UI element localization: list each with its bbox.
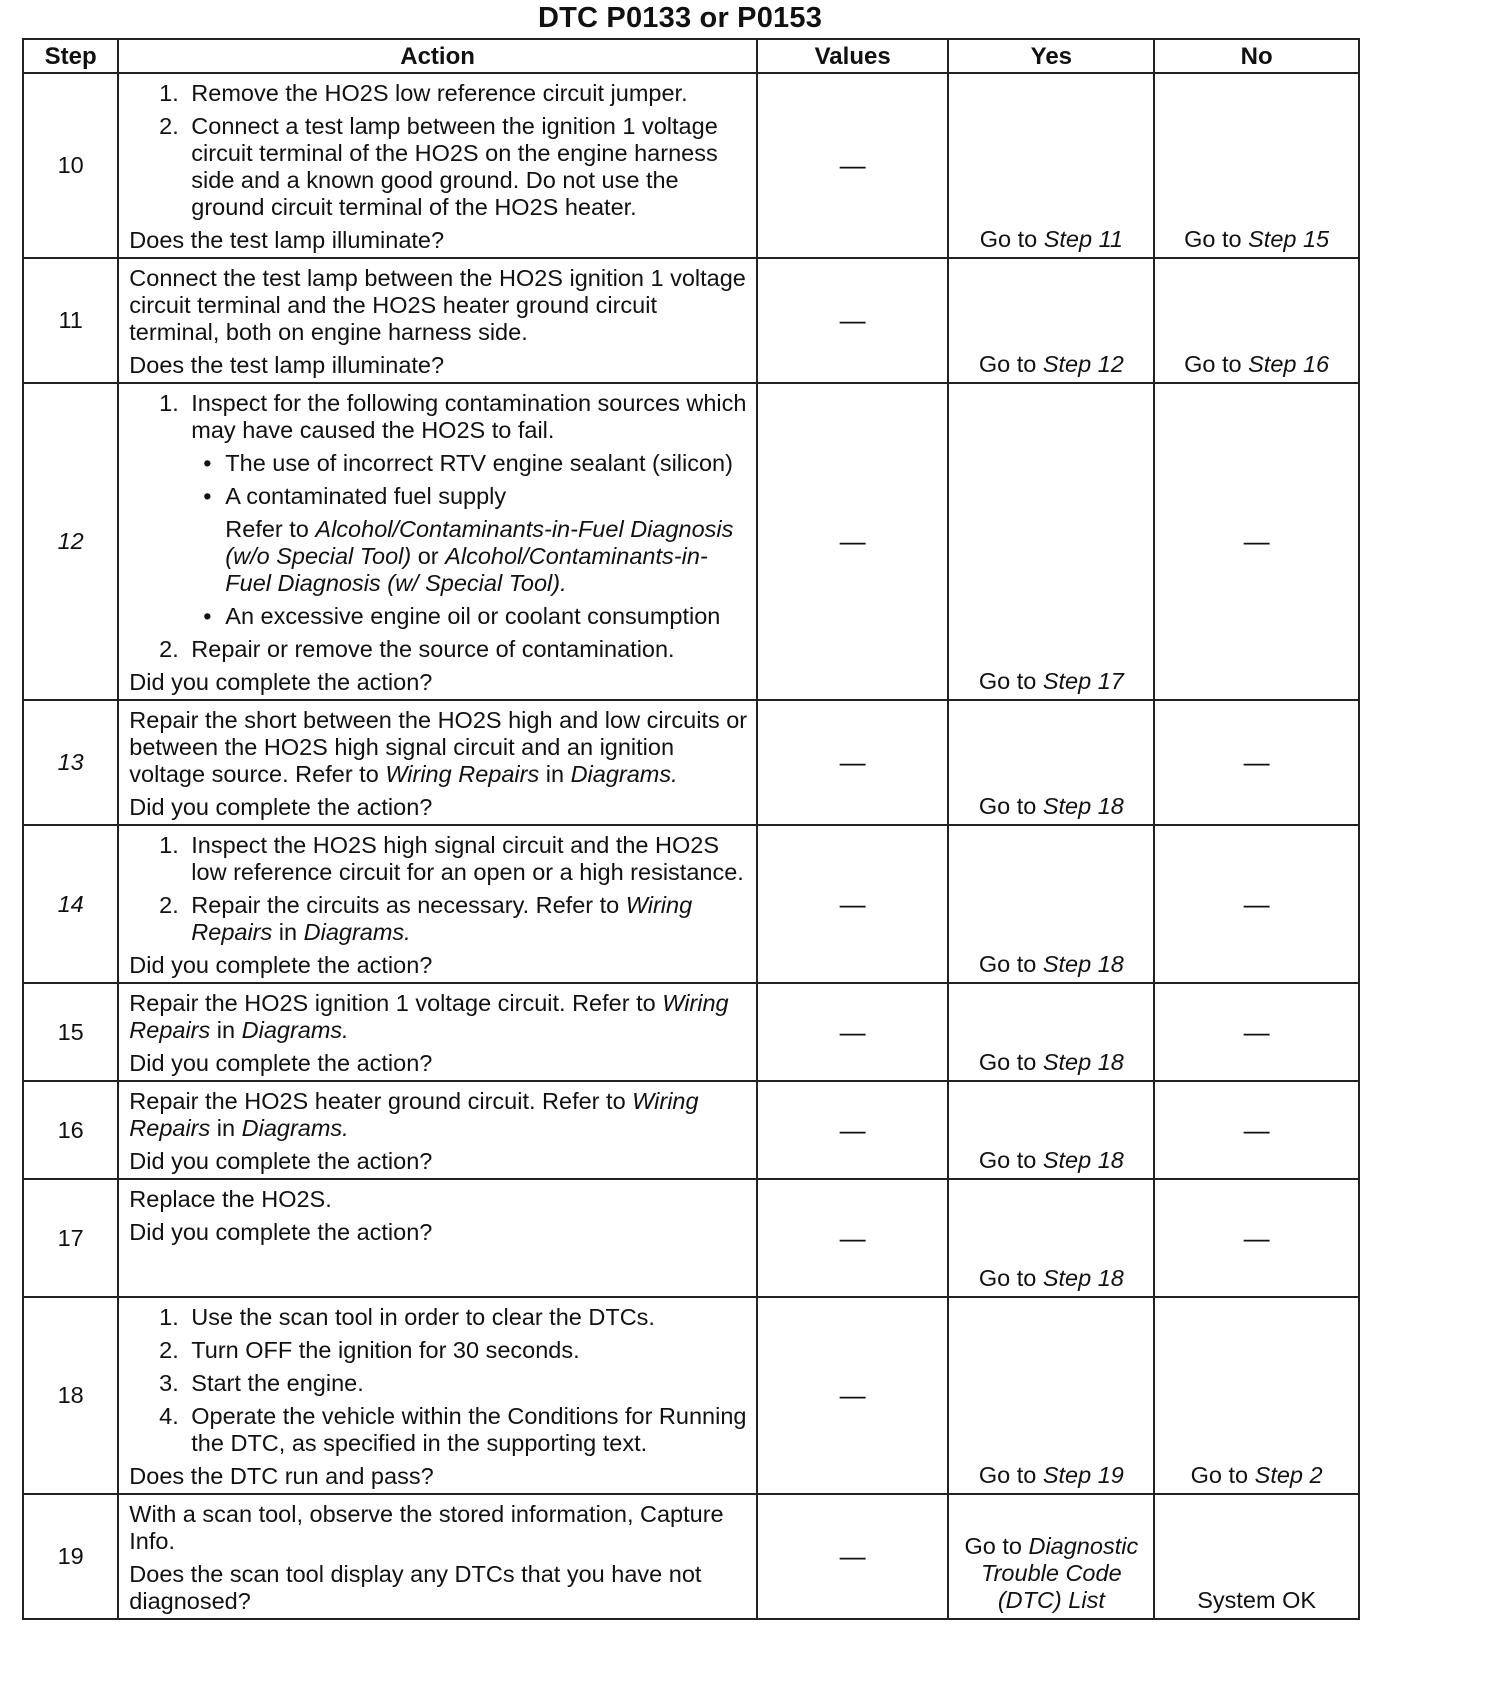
- action-item: 2. Connect a test lamp between the ignition 1 voltage circuit terminal of the HO2S on the engine harness side and a known good ground. Do not use the ground circuit terminal of the HO2S heater.: [185, 113, 748, 221]
- no-cell: [1154, 258, 1359, 383]
- values-cell: —: [757, 73, 949, 258]
- goto-label: Go to: [978, 793, 1037, 819]
- action-text: [129, 1088, 748, 1142]
- table-row: [23, 73, 1359, 258]
- step-number: 16: [23, 1081, 118, 1179]
- yes-cell: [948, 1494, 1154, 1619]
- ref-in: in: [216, 1017, 236, 1043]
- action-cell: [118, 1179, 757, 1297]
- no-cell: System OK: [1154, 1494, 1359, 1619]
- step-number: 17: [23, 1179, 118, 1297]
- ref-in: in: [545, 761, 565, 787]
- table-row: [23, 825, 1359, 983]
- reference-note: [225, 516, 748, 597]
- no-cell: —: [1154, 1179, 1359, 1297]
- bullet-text: An excessive engine oil or coolant consumption: [225, 603, 721, 629]
- action-question: Did you complete the action?: [129, 1148, 433, 1174]
- action-cell: [118, 1297, 757, 1494]
- yes-cell: [948, 700, 1154, 825]
- bullet-item: • The use of incorrect RTV engine sealant (silicon): [203, 450, 733, 476]
- action-question: Does the DTC run and pass?: [129, 1463, 434, 1489]
- yes-cell: [948, 1179, 1154, 1297]
- header-action: Action: [118, 39, 757, 73]
- table-row: [23, 983, 1359, 1081]
- no-cell: —: [1154, 983, 1359, 1081]
- goto-label: Go to: [1190, 1462, 1249, 1488]
- step-number: 18: [23, 1297, 118, 1494]
- action-item: 1. Inspect the HO2S high signal circuit and the HO2S low reference circuit for an open or a high resistance.: [185, 832, 748, 886]
- no-cell: [1154, 1297, 1359, 1494]
- action-cell: [118, 700, 757, 825]
- goto-label: Go to: [978, 1049, 1037, 1075]
- action-item-text: Inspect for the following contamination sources which may have caused the HO2S to fail.: [191, 390, 747, 443]
- step-number: 11: [23, 258, 118, 383]
- values-cell: —: [757, 1494, 949, 1619]
- values-cell: —: [757, 1179, 949, 1297]
- action-question: Does the test lamp illuminate?: [129, 352, 445, 378]
- action-cell: [118, 383, 757, 700]
- ref-link[interactable]: Alcohol/Contaminants-in-Fuel Diagnosis (w/ Special Tool).: [225, 543, 708, 596]
- ref-link[interactable]: Diagrams.: [303, 919, 411, 945]
- table-row: [23, 700, 1359, 825]
- action-item: 4. Operate the vehicle within the Conditions for Running the DTC, as specified in the supporting text.: [185, 1403, 748, 1457]
- yes-cell: [948, 258, 1154, 383]
- bullet-item: • An excessive engine oil or coolant consumption: [203, 603, 721, 629]
- goto-label: Go to: [1184, 226, 1242, 252]
- ref-link[interactable]: Diagrams.: [241, 1115, 349, 1141]
- goto-step-link[interactable]: Step 18: [1042, 1147, 1124, 1173]
- goto-step-link[interactable]: Step 17: [1042, 668, 1124, 694]
- action-item-text: Repair the circuits as necessary. Refer to: [191, 892, 620, 918]
- goto-label: Go to: [979, 226, 1038, 252]
- table-row: [23, 1081, 1359, 1179]
- goto-step-link[interactable]: Step 18: [1042, 1265, 1124, 1291]
- action-item: 1. Use the scan tool in order to clear the DTCs.: [185, 1304, 748, 1331]
- goto-step-link[interactable]: Step 18: [1042, 1049, 1124, 1075]
- goto-step-link[interactable]: Step 2: [1254, 1462, 1323, 1488]
- goto-dtc-list-link[interactable]: Diagnostic Trouble Code (DTC) List: [981, 1533, 1139, 1613]
- action-cell: [118, 1081, 757, 1179]
- action-cell: [118, 983, 757, 1081]
- bullet-list: [191, 450, 748, 630]
- goto-label: Go to: [978, 1265, 1037, 1291]
- goto-label: Go to: [1184, 351, 1242, 377]
- header-no: No: [1154, 39, 1359, 73]
- values-cell: —: [757, 1081, 949, 1179]
- action-item: 3. Start the engine.: [185, 1370, 748, 1397]
- action-text-body: Repair the HO2S heater ground circuit. Refer to: [129, 1088, 626, 1114]
- action-item: [185, 892, 748, 946]
- values-cell: —: [757, 700, 949, 825]
- values-cell: —: [757, 1297, 949, 1494]
- no-cell: —: [1154, 1081, 1359, 1179]
- yes-cell: [948, 825, 1154, 983]
- no-cell: —: [1154, 825, 1359, 983]
- goto-step-link[interactable]: Step 15: [1248, 226, 1330, 252]
- bullet-item: • A contaminated fuel supply: [203, 483, 507, 509]
- yes-cell: [948, 383, 1154, 700]
- action-question: Did you complete the action?: [129, 669, 433, 695]
- goto-label: Go to: [978, 668, 1037, 694]
- action-question: Does the scan tool display any DTCs that you have not diagnosed?: [129, 1561, 702, 1614]
- action-item: 1. Remove the HO2S low reference circuit jumper.: [185, 80, 748, 107]
- goto-label: Go to: [978, 951, 1037, 977]
- action-item: 2. Turn OFF the ignition for 30 seconds.: [185, 1337, 748, 1364]
- page-title: DTC P0133 or P0153: [537, 2, 823, 34]
- action-cell: [118, 1494, 757, 1619]
- ref-link[interactable]: Diagrams.: [241, 1017, 349, 1043]
- action-text: Replace the HO2S.: [129, 1186, 332, 1212]
- values-cell: —: [757, 825, 949, 983]
- goto-step-link[interactable]: Step 19: [1042, 1462, 1124, 1488]
- table-row: [23, 1179, 1359, 1297]
- header-values: Values: [757, 39, 949, 73]
- action-text: With a scan tool, observe the stored information, Capture Info.: [129, 1501, 724, 1554]
- action-text: [129, 990, 748, 1044]
- action-question: Did you complete the action?: [129, 1050, 433, 1076]
- yes-cell: [948, 1297, 1154, 1494]
- goto-label: Go to: [978, 1147, 1037, 1173]
- values-cell: —: [757, 258, 949, 383]
- goto-label: Go to: [978, 1462, 1037, 1488]
- action-question: Did you complete the action?: [129, 794, 433, 820]
- step-number: 10: [23, 73, 118, 258]
- action-item: [185, 390, 748, 630]
- yes-cell: [948, 73, 1154, 258]
- goto-label: Go to: [978, 351, 1037, 377]
- ref-link[interactable]: Alcohol/Contaminants-in-Fuel Diagnosis (w/o Special Tool): [225, 516, 734, 569]
- ref-link[interactable]: Wiring Repairs: [191, 892, 693, 945]
- values-cell: —: [757, 983, 949, 1081]
- action-question: Did you complete the action?: [129, 1219, 433, 1245]
- ref-link[interactable]: Wiring Repairs: [385, 761, 540, 787]
- action-text-body: Repair the HO2S ignition 1 voltage circuit. Refer to: [129, 990, 656, 1016]
- table-row: [23, 258, 1359, 383]
- action-text: Connect the test lamp between the HO2S ignition 1 voltage circuit terminal and the HO2S heater ground circuit terminal, both on engine harness side.: [129, 265, 746, 345]
- ref-link[interactable]: Diagrams.: [570, 761, 678, 787]
- action-text: [129, 707, 748, 788]
- goto-step-link[interactable]: Step 18: [1042, 951, 1124, 977]
- no-cell: —: [1154, 700, 1359, 825]
- goto-label: Go to: [964, 1533, 1022, 1559]
- action-question: Does the test lamp illuminate?: [129, 227, 445, 253]
- table-row: [23, 1494, 1359, 1619]
- action-cell: [118, 258, 757, 383]
- step-number: 19: [23, 1494, 118, 1619]
- ref-link[interactable]: Wiring Repairs: [129, 1088, 699, 1141]
- yes-cell: [948, 1081, 1154, 1179]
- goto-step-link[interactable]: Step 12: [1042, 351, 1124, 377]
- goto-step-link[interactable]: Step 18: [1042, 793, 1124, 819]
- values-cell: —: [757, 383, 949, 700]
- action-text-body: Repair the short between the HO2S high and low circuits or between the HO2S high signal circuit and an ignition voltage source. Refer to: [129, 707, 748, 787]
- ref-in: in: [278, 919, 298, 945]
- goto-step-link[interactable]: Step 11: [1043, 226, 1123, 252]
- ref-link[interactable]: Wiring Repairs: [129, 990, 729, 1043]
- header-yes: Yes: [948, 39, 1154, 73]
- step-number: 12: [23, 383, 118, 700]
- diagnostic-table: [22, 38, 1360, 1620]
- header-step: Step: [23, 39, 118, 73]
- step-number: 15: [23, 983, 118, 1081]
- action-cell: [118, 825, 757, 983]
- table-row: [23, 1297, 1359, 1494]
- action-item: 2. Repair or remove the source of contamination.: [185, 636, 748, 663]
- goto-step-link[interactable]: Step 16: [1248, 351, 1330, 377]
- ref-prefix: Refer to: [225, 516, 309, 542]
- action-cell: [118, 73, 757, 258]
- no-cell: —: [1154, 383, 1359, 700]
- step-number: 13: [23, 700, 118, 825]
- table-row: [23, 383, 1359, 700]
- bullet-text: A contaminated fuel supply: [225, 483, 507, 509]
- action-question: Did you complete the action?: [129, 952, 433, 978]
- yes-cell: [948, 983, 1154, 1081]
- ref-in: in: [216, 1115, 236, 1141]
- ref-or: or: [417, 543, 439, 569]
- header-row: [23, 39, 1359, 73]
- bullet-text: The use of incorrect RTV engine sealant (silicon): [225, 450, 733, 476]
- step-number: 14: [23, 825, 118, 983]
- no-cell: [1154, 73, 1359, 258]
